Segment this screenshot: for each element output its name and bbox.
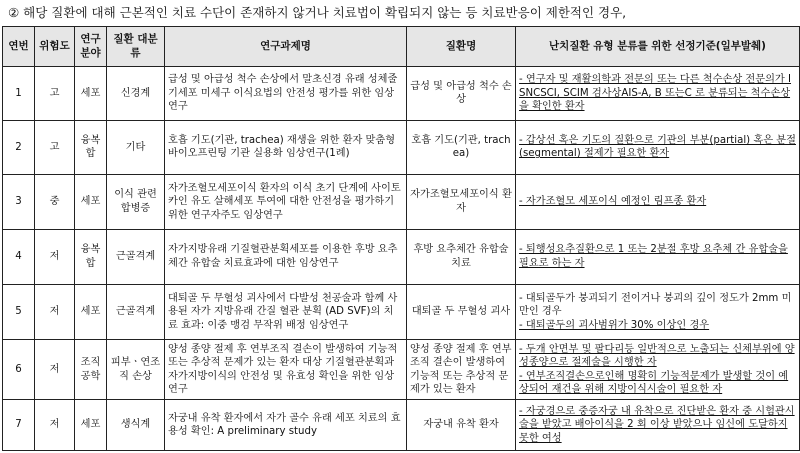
column-header-criteria: 난치질환 유형 분류를 위한 선정기준(일부발췌) xyxy=(516,27,800,67)
cell-criteria xyxy=(516,67,800,121)
table-row xyxy=(3,174,800,229)
cell-criteria xyxy=(516,284,800,339)
cell-criteria xyxy=(516,174,800,229)
cell-field: 융복합 xyxy=(75,229,107,284)
cell-disease: 호흡 기도(기관, trachea) xyxy=(407,120,516,174)
cell-field: 융복합 xyxy=(75,120,107,174)
cell-category: 이식 관련 합병증 xyxy=(107,174,165,229)
cell-disease: 양성 종양 절제 후 연부조직 결손이 발생하여 기능적 또는 추상적 문제가 있는 환자 xyxy=(407,339,516,399)
cell-category: 근골격계 xyxy=(107,229,165,284)
column-header-category: 질환 대분류 xyxy=(107,27,165,67)
section-heading: ② 해당 질환에 대해 근본적인 치료 수단이 존재하지 않거나 치료법이 확립되지 않는 등 치료반응이 제한적인 경우, xyxy=(8,5,627,20)
cell-disease: 자궁내 유착 환자 xyxy=(407,400,516,451)
cell-title: 자가지방유래 기질혈관분획세포를 이용한 후방 요추체간 유합술 치료효과에 대한 임상연구 xyxy=(165,229,407,284)
cell-title: 자가조혈모세포이식 환자의 이식 초기 단계에 사이토카인 유도 살해세포 투여에 대한 안전성을 평가하기 위한 연구자주도 임상연구 xyxy=(165,174,407,229)
cell-field: 세포 xyxy=(75,67,107,121)
cell-title: 호흡 기도(기관, trachea) 재생을 위한 환자 맞춤형 바이오프린팅 기관 실용화 임상연구(1례) xyxy=(165,120,407,174)
cell-risk: 중 xyxy=(35,174,75,229)
cell-criteria xyxy=(516,339,800,399)
cell-title: 급성 및 아급성 척수 손상에서 말초신경 유래 성체줄기세포 미세구 이식요법의 안전성 평가를 위한 임상연구 xyxy=(165,67,407,121)
criteria-line: - 갑상선 혹은 기도의 질환으로 기관의 부분(partial) 혹은 분절(segmental) 절제가 필요한 환자 xyxy=(519,134,796,160)
cell-no: 6 xyxy=(3,339,35,399)
research-criteria-table xyxy=(2,26,800,451)
column-header-field: 연구분야 xyxy=(75,27,107,67)
criteria-line: - 대퇴골두가 붕괴되기 전이거나 붕괴의 깊이 정도가 2mm 미만인 경우 xyxy=(519,292,792,318)
cell-risk: 저 xyxy=(35,229,75,284)
table-row xyxy=(3,120,800,174)
cell-field: 세포 xyxy=(75,174,107,229)
cell-no: 5 xyxy=(3,284,35,339)
cell-risk: 저 xyxy=(35,339,75,399)
cell-risk: 저 xyxy=(35,284,75,339)
cell-field: 세포 xyxy=(75,284,107,339)
cell-category: 근골격계 xyxy=(107,284,165,339)
criteria-line: - 자궁경으로 중증자궁 내 유착으로 진단받은 환자 중 시험관시술을 받았고 배아이식을 2 회 이상 받았으나 임신에 도달하지 못한 여성 xyxy=(519,405,795,444)
table-row xyxy=(3,229,800,284)
cell-risk: 저 xyxy=(35,400,75,451)
column-header-title: 연구과제명 xyxy=(165,27,407,67)
table-row xyxy=(3,67,800,121)
cell-field: 세포 xyxy=(75,400,107,451)
table-row xyxy=(3,339,800,399)
cell-disease: 자가조혈모세포이식 환자 xyxy=(407,174,516,229)
cell-no: 7 xyxy=(3,400,35,451)
cell-no: 1 xyxy=(3,67,35,121)
cell-disease: 대퇴골 두 무혈성 괴사 xyxy=(407,284,516,339)
criteria-line: - 연부조직결손으로인해 명확히 기능적문제가 발생할 것이 예상되어 재건을 위해 지방이식시술이 필요한 자 xyxy=(519,370,789,395)
cell-title: 자궁내 유착 환자에서 자가 골수 유래 세포 치료의 효용성 확인: A preliminary study xyxy=(165,400,407,451)
table-header-row xyxy=(3,27,800,67)
cell-risk: 고 xyxy=(35,120,75,174)
cell-disease: 급성 및 아급성 척수 손상 xyxy=(407,67,516,121)
cell-category: 기타 xyxy=(107,120,165,174)
column-header-no: 연번 xyxy=(3,27,35,67)
table-row xyxy=(3,400,800,451)
criteria-line: - 두개 안면부 및 팔다리등 일반적으로 노출되는 신체부위에 양성종양으로 절제술을 시행한 자 xyxy=(519,343,795,369)
criteria-line: - 대퇴골두의 괴사범위가 30% 이상인 경우 xyxy=(519,319,710,331)
cell-title: 대퇴골 두 무혈성 괴사에서 다발성 천공술과 함께 사용된 자가 지방유래 간질 혈관 분획 (AD SVF)의 치료 효과: 이중 맹검 무작위 배정 임상연구 xyxy=(165,284,407,339)
column-header-disease: 질환명 xyxy=(407,27,516,67)
cell-disease: 후방 요추체간 유합술 치료 xyxy=(407,229,516,284)
cell-no: 3 xyxy=(3,174,35,229)
cell-category: 신경계 xyxy=(107,67,165,121)
cell-category: 피부ㆍ연조직 손상 xyxy=(107,339,165,399)
cell-field: 조직공학 xyxy=(75,339,107,399)
cell-criteria xyxy=(516,400,800,451)
cell-criteria xyxy=(516,120,800,174)
cell-title: 양성 종양 절제 후 연부조직 결손이 발생하여 기능적 또는 추상적 문제가 있는 환자 대상 기질혈관분획과 자가지방이식의 안전성 및 유효성 확인을 위한 임상연구 xyxy=(165,339,407,399)
cell-criteria xyxy=(516,229,800,284)
cell-category: 생식계 xyxy=(107,400,165,451)
cell-risk: 고 xyxy=(35,67,75,121)
table-row xyxy=(3,284,800,339)
criteria-line: - 자가조혈모 세포이식 예정인 림프종 환자 xyxy=(519,196,707,208)
cell-no: 4 xyxy=(3,229,35,284)
criteria-line: - 연구자 및 재활의학과 전문의 또는 다른 척수손상 전문의가 ISNCSCI, SCIM 검사상AIS-A, B 또는C 로 분류되는 척수손상을 확인한 환자 xyxy=(519,74,792,113)
column-header-risk: 위험도 xyxy=(35,27,75,67)
cell-no: 2 xyxy=(3,120,35,174)
criteria-line: - 퇴행성요추질환으로 1 또는 2분절 후방 요추체 간 유합술을 필요로 하는 자 xyxy=(519,244,788,269)
